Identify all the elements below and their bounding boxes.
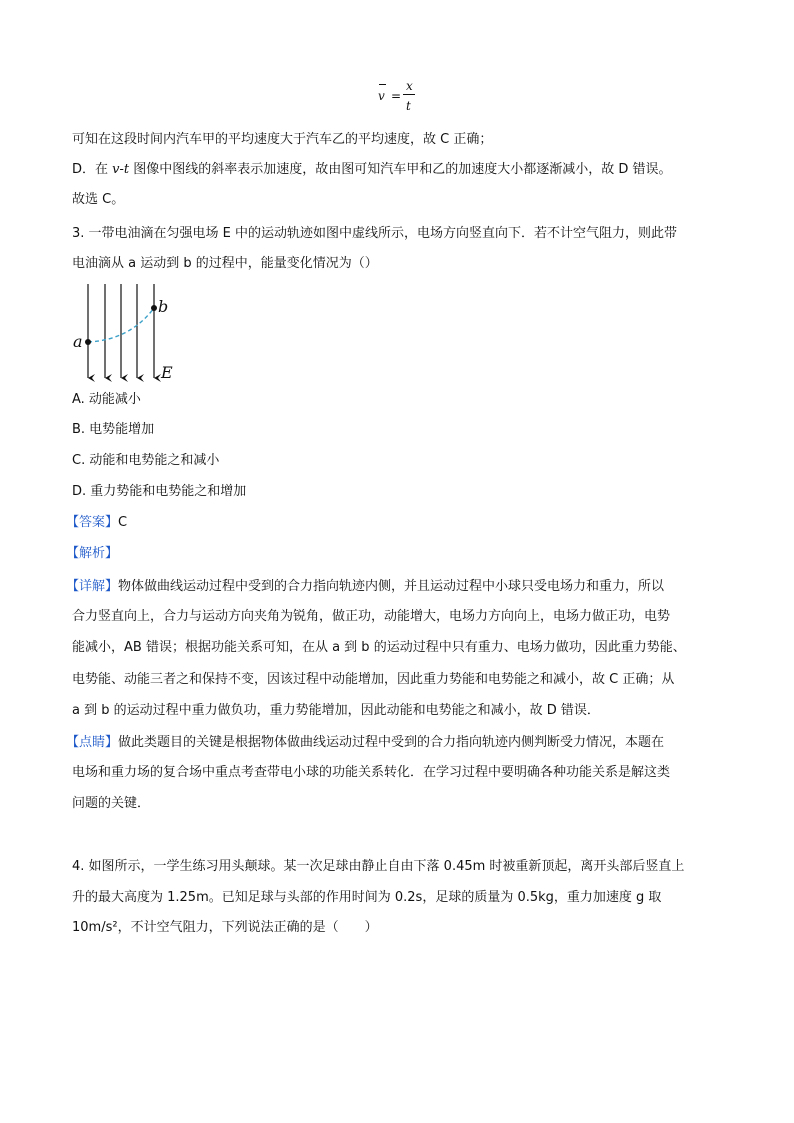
- note-text: 做此类题目的关键是根据物体做曲线运动过程中受到的合力指向轨迹内侧判断受力情况，本题在: [118, 735, 665, 750]
- question-4-text: 4. 如图所示，一学生练习用头颠球。某一次足球由静止自由下落 0.45m 时被重新顶起，离开头部后竖直上: [72, 859, 685, 874]
- text-line: 可知在这段时间内汽车甲的平均速度大于汽车乙的平均速度，故 C 正确；: [72, 132, 493, 147]
- detail-tag: 【详解】: [66, 579, 119, 594]
- formula-v: v: [378, 89, 385, 103]
- question-3-text: 3. 一带电油滴在匀强电场 E 中的运动轨迹如图中虚线所示，电场方向竖直向下．若不计空气阻力，则此带: [72, 226, 678, 241]
- formula-equals: =: [391, 89, 402, 103]
- note-line: [66, 733, 664, 753]
- detail-text: 能减小，AB 错误；根据功能关系可知，在从 a 到 b 的运动过程中只有重力、电场力做功，因此重力势能、: [72, 640, 686, 655]
- average-velocity-formula: [378, 76, 418, 112]
- option-b: B. 电势能增加: [72, 422, 155, 437]
- detail-line: [66, 577, 664, 597]
- detail-text: 物体做曲线运动过程中受到的合力指向轨迹内侧，并且运动过程中小球只受电场力和重力，所以: [118, 579, 665, 594]
- point-a: [85, 339, 91, 345]
- electric-field-figure: [70, 280, 190, 385]
- question-4-text: 升的最大高度为 1.25m。已知足球与头部的作用时间为 0.2s，足球的质量为 0.5kg，重力加速度 g 取: [72, 890, 662, 905]
- label-a: a: [73, 332, 83, 351]
- label-b: b: [158, 297, 169, 316]
- formula-denominator: t: [406, 99, 411, 113]
- detail-text: 电势能、动能三者之和保持不变，因该过程中动能增加，因此重力势能和电势能之和减小，故 C 正确；从: [72, 672, 675, 687]
- formula-v-bar: [379, 84, 386, 85]
- label-e: E: [161, 363, 173, 382]
- option-a: A. 动能减小: [72, 392, 141, 407]
- text-fragment: 图像中图线的斜率表示加速度，故由图可知汽车甲和乙的加速度大小都逐渐减小，故 D 错误。: [129, 162, 672, 177]
- option-c: C. 动能和电势能之和减小: [72, 453, 220, 468]
- analysis-tag: 【解析】: [66, 546, 119, 561]
- detail-text: a 到 b 的运动过程中重力做负功，重力势能增加，因此动能和电势能之和减小，故 D 错误．: [72, 703, 600, 718]
- detail-text: 合力竖直向上，合力与运动方向夹角为锐角，做正功，动能增大，电场力方向向上，电场力做正功，电势: [72, 609, 671, 624]
- text-line: 故选 C。: [72, 192, 125, 207]
- note-tag: 【点睛】: [66, 735, 119, 750]
- question-3-text: 电油滴从 a 运动到 b 的过程中，能量变化情况为（）: [72, 256, 378, 271]
- point-b: [151, 305, 157, 311]
- note-text: 问题的关键．: [72, 796, 151, 811]
- formula-numerator: x: [406, 79, 413, 93]
- formula-fraction-line: [403, 94, 415, 95]
- question-4-text: 10m/s²，不计空气阻力，下列说法正确的是（ ）: [72, 920, 378, 935]
- option-d-explanation: [72, 160, 672, 180]
- note-text: 电场和重力场的复合场中重点考查带电小球的功能关系转化．在学习过程中要明确各种功能关系是解这类: [72, 765, 671, 780]
- option-d: D. 重力势能和电势能之和增加: [72, 484, 247, 499]
- vt-symbol: v-t: [112, 162, 130, 177]
- answer-tag: 【答案】: [66, 515, 119, 530]
- text-fragment: D．在: [72, 162, 113, 177]
- answer-line: [66, 513, 127, 533]
- answer-value: C: [118, 515, 128, 530]
